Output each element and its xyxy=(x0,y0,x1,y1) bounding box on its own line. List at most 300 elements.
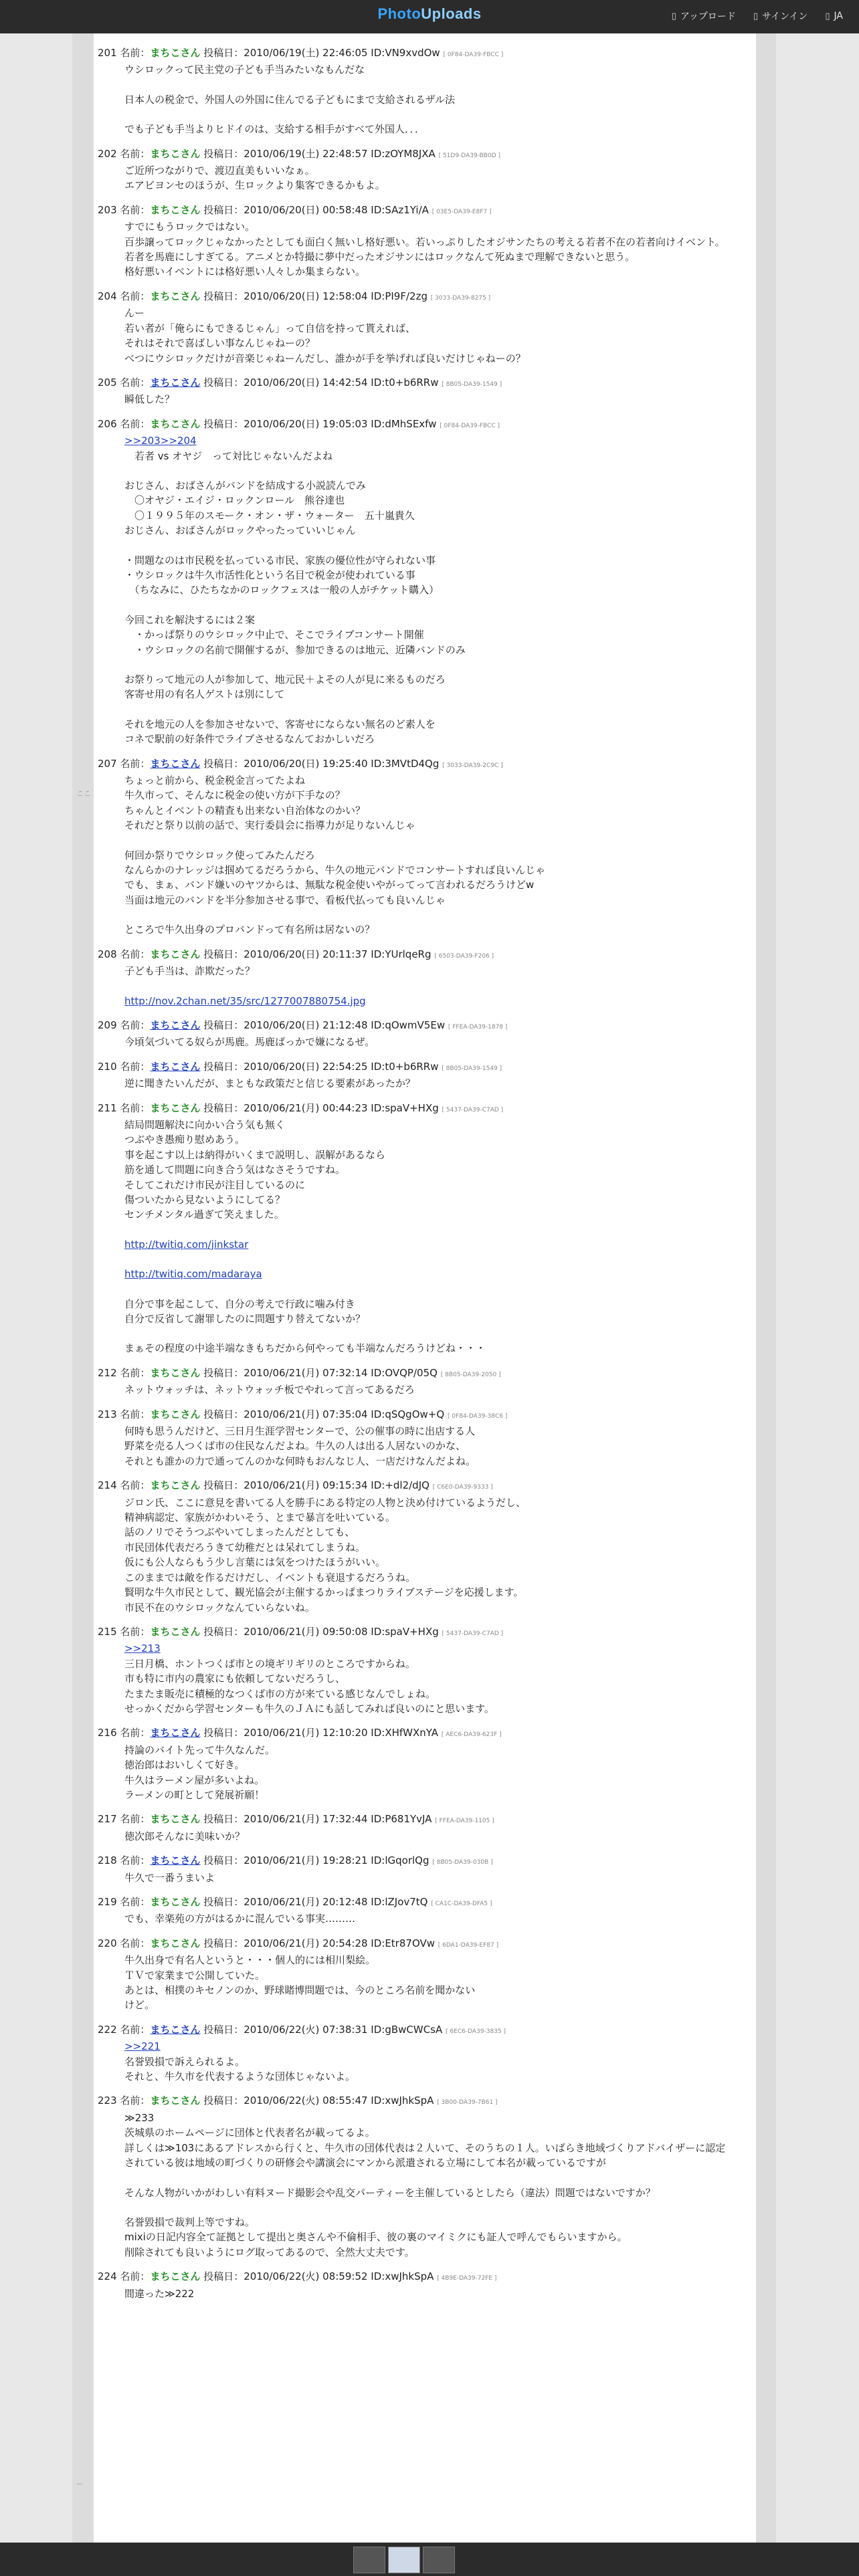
post-number: 209 xyxy=(98,1018,117,1031)
page-thumbnail[interactable] xyxy=(353,2547,385,2573)
post-line: 〇１９９５年のスモーク・オン・ザ・ウォーター 五十嵐貴久 xyxy=(124,509,415,522)
post-hash: [ CA1C-DA39-DFA5 ] xyxy=(431,1901,492,1907)
post-line: ちゃんとイベントの精査も出来ない自治体なのかい？ xyxy=(124,804,366,817)
post-line: 話のノリでそうつぶやいてしまったんだとしても、 xyxy=(124,1526,355,1539)
post-number: 216 xyxy=(98,1727,117,1739)
post-header xyxy=(98,146,756,163)
signin-label: サインイン xyxy=(762,11,808,22)
upload-link[interactable] xyxy=(672,9,736,23)
post-header xyxy=(98,1895,756,1911)
upload-icon: ▯ xyxy=(671,11,676,21)
language-selector[interactable] xyxy=(825,9,843,23)
poster-name: まちこさん xyxy=(150,1479,201,1492)
post-number: 210 xyxy=(98,1060,117,1073)
post-line: 何時も思うんだけど、三日月生涯学習センターで、公の催事の時に出店する人 xyxy=(124,1425,476,1438)
post-body xyxy=(98,2286,756,2301)
post-line: あとは、相撲のキセノンのか、野球賭博問題では、今のところ名前を聞かない xyxy=(124,1984,476,1997)
post-hash: [ C6E0-DA39-9333 ] xyxy=(432,1484,493,1491)
post-number: 207 xyxy=(98,757,117,770)
post-body xyxy=(98,433,756,747)
blank-line xyxy=(124,2171,756,2185)
post-number: 206 xyxy=(98,417,117,430)
post-body xyxy=(98,2111,756,2260)
post-line: 今回これを解決するには２案 xyxy=(124,613,256,626)
post-body xyxy=(98,1641,756,1716)
post-name-label: 名前： xyxy=(120,203,151,216)
post-line: 日本人の税金で、外国人の外国に住んでる子どもにまで支給されるザル法 xyxy=(124,93,455,106)
post-number: 211 xyxy=(98,1101,117,1114)
post-header xyxy=(98,375,756,392)
post xyxy=(98,2022,756,2084)
post-line: されている彼は地域の町づくりの研修会や講演会にマンから派遣される立場にして本名が載っているですが xyxy=(124,2157,606,2169)
post xyxy=(98,146,756,193)
post-name-label: 名前： xyxy=(120,1479,151,1492)
post-line: 市民団体代表だろうきて幼稚だとは呆れてしまうね。 xyxy=(124,1541,366,1553)
post-line: 茨城県のホームページに団体と代表者名が載ってるよ。 xyxy=(124,2127,375,2139)
post-body xyxy=(98,1829,756,1844)
post-header xyxy=(98,289,756,306)
post xyxy=(98,2269,756,2301)
post-line: それだと祭り以前の話で、実行委員会に指導力が足りないんじゃ xyxy=(124,819,415,832)
post-link[interactable]: http://twitiq.com/jinkstar xyxy=(124,1238,249,1251)
post-body xyxy=(98,1870,756,1885)
blank-line xyxy=(124,2200,756,2215)
post-name-label: 名前： xyxy=(120,1018,151,1031)
blank-line xyxy=(124,1222,756,1237)
post-link-line xyxy=(124,1237,756,1252)
post-line: ＴＶで家業まで公開していた。 xyxy=(124,1969,266,1981)
post-line: 自分で反省して謝罪したのに問題すり替えてないか？ xyxy=(124,1313,366,1325)
post xyxy=(98,756,756,938)
post-line: ・かっぱ祭りのウシロック中止で、そこでライブコンサート開催 xyxy=(124,629,424,641)
post-line: ウシロックって民主党の子ども手当みたいなもんだな xyxy=(124,64,365,76)
post-header xyxy=(98,45,756,62)
post-link[interactable]: http://twitiq.com/madaraya xyxy=(124,1268,262,1281)
post-name-label: 名前： xyxy=(120,290,151,302)
post-number: 204 xyxy=(98,290,117,302)
post-line: 名誉毀損で裁判上等ですね。 xyxy=(124,2216,256,2228)
post-number: 222 xyxy=(98,2023,117,2036)
poster-name: まちこさん xyxy=(150,203,201,216)
upload-label: アップロード xyxy=(680,11,736,22)
post xyxy=(98,1936,756,2013)
post xyxy=(98,375,756,407)
post-number: 223 xyxy=(98,2095,117,2107)
post-body xyxy=(98,1953,756,2013)
signin-link[interactable] xyxy=(753,9,807,23)
page-thumbnail-current[interactable] xyxy=(388,2547,420,2573)
post-header xyxy=(98,1624,756,1641)
post-name-label: 名前： xyxy=(120,1060,151,1073)
post-body xyxy=(98,2039,756,2084)
post-line: それはそれで喜ばしい事なんじゃねーの？ xyxy=(124,337,316,350)
post-header xyxy=(98,2093,756,2110)
post-name-label: 名前： xyxy=(120,1937,151,1949)
post-line: ジロン氏、ここに意見を書いてる人を勝手にある特定の人物と決め付けているようだし、 xyxy=(124,1496,527,1509)
post-line: 事を起こす以上は納得がいくまで説明し、誤解があるなら xyxy=(124,1148,386,1161)
blank-line xyxy=(124,598,756,613)
post-line: ところで牛久出身のプロバンドって有名所は居ないの？ xyxy=(124,924,375,936)
post-header xyxy=(98,756,756,773)
post-link-line xyxy=(124,994,756,1008)
post-hash: [ 6503-DA39-F206 ] xyxy=(434,952,494,960)
post-line: ネットウォッチは、ネットウォッチ板でやれって言ってあるだろ xyxy=(124,1384,415,1396)
post-date-id: 投稿日：2010/06/20(日) 19:05:03 ID:dMhSExfw xyxy=(203,417,437,430)
post-date-id: 投稿日：2010/06/21(月) 19:28:21 ID:lGqorlQg xyxy=(203,1854,430,1867)
post-header xyxy=(98,1101,756,1117)
post-date-id: 投稿日：2010/06/21(月) 09:50:08 ID:spaV+HXg xyxy=(203,1625,439,1638)
post-header xyxy=(98,1018,756,1035)
poster-name[interactable]: まちこさん xyxy=(150,1060,201,1073)
post-line: ≫233 xyxy=(124,2111,155,2124)
post-name-label: 名前： xyxy=(120,1813,151,1826)
post-line: ・ウシロックは牛久市活性化という名目で税金が使われている事 xyxy=(124,568,415,581)
post xyxy=(98,203,756,280)
post-header xyxy=(98,1725,756,1742)
blank-line xyxy=(124,907,756,922)
post-hash: [ 51D9-DA39-BB0D ] xyxy=(438,152,500,159)
post-hash: [ 3B00-DA39-7B61 ] xyxy=(437,2099,498,2107)
post xyxy=(98,2093,756,2260)
post-link[interactable]: >>221 xyxy=(124,2040,161,2053)
post-hash: [ 0F84-DA39-38C6 ] xyxy=(447,1412,508,1420)
post-line: mixiの日記内容全て証拠として提出と奥さんや不倫相手、彼の裏のマイミクにも証人で呼んでもらいますから。 xyxy=(124,2231,628,2244)
post xyxy=(98,417,756,747)
bottom-bar xyxy=(0,2543,859,2576)
language-icon: ▯ xyxy=(825,11,830,21)
post xyxy=(98,1059,756,1091)
poster-name: まちこさん xyxy=(150,290,201,302)
post-line: 牛久出身で有名人というと・・・個人的には相川梨絵。 xyxy=(124,1954,376,1967)
post-line: 逆に聞きたいんだが、まともな政策だと信じる要素があったか？ xyxy=(124,1077,415,1090)
post-header xyxy=(98,1812,756,1828)
post-body xyxy=(98,62,756,136)
post-body xyxy=(98,964,756,1008)
post-line: ご近所つながりで、渡辺直美もいいなぁ。 xyxy=(124,165,315,177)
post-number: 202 xyxy=(98,147,117,160)
post-line: 徳次郎そんなに美味いか？ xyxy=(124,1830,246,1842)
poster-name[interactable]: まちこさん xyxy=(150,1727,201,1739)
poster-name: まちこさん xyxy=(150,1625,201,1638)
post-date-id: 投稿日：2010/06/20(日) 14:42:54 ID:t0+b6RRw xyxy=(203,376,439,389)
poster-name: まちこさん xyxy=(150,1408,201,1420)
poster-name: まちこさん xyxy=(150,2095,201,2107)
post-line: 筋を通して問題に向き合う気はなさそうですね。 xyxy=(124,1164,346,1176)
post xyxy=(98,1725,756,1802)
top-bar xyxy=(0,0,859,33)
post-number: 219 xyxy=(98,1896,117,1908)
poster-name[interactable]: まちこさん xyxy=(150,1018,201,1031)
poster-name[interactable]: まちこさん xyxy=(150,376,201,389)
thread-page xyxy=(94,33,756,2543)
post xyxy=(98,45,756,137)
rail-marker: ー xyxy=(76,2480,84,2488)
post-date-id: 投稿日：2010/06/22(火) 07:38:31 ID:gBwCWCsA xyxy=(203,2023,443,2036)
post-header xyxy=(98,2022,756,2039)
post-header xyxy=(98,417,756,433)
post-line: でも、幸楽苑の方がはるかに混んでいる事実……… xyxy=(124,1913,356,1925)
blank-line xyxy=(124,463,756,478)
post-line: 名誉毀損で訴えられるよ。 xyxy=(124,2055,246,2068)
post-link-line xyxy=(124,2039,756,2054)
post-header xyxy=(98,1936,756,1953)
post-date-id: 投稿日：2010/06/20(日) 19:25:40 ID:3MVtD4Qg xyxy=(203,757,440,770)
post-name-label: 名前： xyxy=(120,1625,151,1638)
post-date-id: 投稿日：2010/06/21(月) 20:54:28 ID:Etr87OVw xyxy=(203,1937,436,1949)
post xyxy=(98,1018,756,1050)
post-line: （ちなみに、ひたちなかのロックフェスは一般の人がチケット購入） xyxy=(124,584,440,597)
post-name-label: 名前： xyxy=(120,147,151,160)
blank-line xyxy=(124,107,756,122)
post-line: 詳しくは≫103にあるアドレスから行くと、牛久市の団体代表は２人いて、そのうちの１人。いばらき地域づくりアドバイザーに認定 xyxy=(124,2141,726,2154)
poster-name: まちこさん xyxy=(150,948,201,960)
post-link[interactable]: http://nov.2chan.net/35/src/1277007880754.jpg xyxy=(124,994,366,1007)
post-line: 間違った≫222 xyxy=(124,2287,195,2300)
post-name-label: 名前： xyxy=(120,376,151,389)
blank-line xyxy=(124,1326,756,1341)
post-line: けど。 xyxy=(124,1999,155,2012)
post xyxy=(98,1853,756,1885)
post-line: 客寄せ用の有名人ゲストは別にして xyxy=(124,688,285,701)
post-hash: [ 8B05-DA39-1549 ] xyxy=(442,1065,502,1072)
post-line: 削除されても良いようにログ取ってあるので、全然大丈夫です。 xyxy=(124,2246,415,2258)
post-line: おじさん、おばさんがバンドを結成する小説読んでみ xyxy=(124,479,366,492)
post-header xyxy=(98,203,756,219)
post-line: そんな人物がいかがわしい有料ヌード撮影会や乱交パーティーを主催しているとしたら（違法）問題ではないですか？ xyxy=(124,2186,656,2199)
post-hash: [ FFEA-DA39-1105 ] xyxy=(435,1818,494,1825)
poster-name: まちこさん xyxy=(150,1366,201,1379)
post-hash: [ 8B05-DA39-1549 ] xyxy=(442,381,502,388)
post xyxy=(98,289,756,366)
post-line: そしてこれだけ市民が注目しているのに xyxy=(124,1178,306,1191)
post-line: 賢明な牛久市民として、観光協会が主催するかっぱまつりライブステージを応援します。 xyxy=(124,1586,524,1599)
post-number: 220 xyxy=(98,1937,117,1949)
post-date-id: 投稿日：2010/06/20(日) 00:58:48 ID:SAz1Yi/A xyxy=(203,203,429,216)
post-hash: [ AEC6-DA39-623F ] xyxy=(441,1731,502,1739)
post-line: それと、牛久市を代表するような団体じゃないよ。 xyxy=(124,2070,356,2083)
post-body xyxy=(98,219,756,280)
post-header xyxy=(98,1478,756,1495)
post-link[interactable]: >>203>>204 xyxy=(124,435,197,447)
post-line: まぁその程度の中途半端なきもちだから何やっても半端なんだろうけどね・・・ xyxy=(124,1342,486,1355)
post-line: ちょっと前から、税金税金言ってたよね xyxy=(124,774,306,787)
post-date-id: 投稿日：2010/06/21(月) 17:32:44 ID:P681YvJA xyxy=(203,1813,432,1826)
post-line: なんらかのナレッジは掴めてるだろうから、牛久の地元バンドでコンサートすれば良いんじゃ xyxy=(124,864,546,877)
blank-line xyxy=(124,979,756,994)
post xyxy=(98,1366,756,1398)
page-thumbnail[interactable] xyxy=(423,2547,455,2573)
post-line: コネで駅前の好条件でライブさせるなんておかしいだろ xyxy=(124,733,375,746)
post-number: 203 xyxy=(98,203,117,216)
post-name-label: 名前： xyxy=(120,2023,151,2036)
post-header xyxy=(98,1407,756,1424)
post-body xyxy=(98,1495,756,1615)
post-body xyxy=(98,1035,756,1049)
post-hash: [ 3033-DA39-2C9C ] xyxy=(442,762,503,769)
post-line: 三日月橋、ホントつくば市との境ギリギリのところですからね。 xyxy=(124,1657,415,1670)
post-name-label: 名前： xyxy=(120,2270,151,2283)
post-hash: [ 03E5-DA39-E8F7 ] xyxy=(432,208,492,215)
post-line: ・ウシロックの名前で開催するが、参加できるのは地元、近隣バンドのみ xyxy=(124,643,466,656)
logo-text-sub: Uploads xyxy=(421,5,482,22)
right-rail xyxy=(756,33,776,2543)
post-number: 215 xyxy=(98,1625,117,1638)
post-line: 結局問題解決に向かい合う気も無く xyxy=(124,1118,286,1131)
blank-line xyxy=(124,702,756,717)
post-name-label: 名前： xyxy=(120,1408,151,1420)
post-date-id: 投稿日：2010/06/21(月) 09:15:34 ID:+dl2/dJQ xyxy=(203,1479,430,1492)
poster-name: まちこさん xyxy=(150,417,201,430)
post-line: センチメンタル過ぎて笑えました。 xyxy=(124,1208,284,1221)
left-rail xyxy=(72,33,94,2543)
post-line: 当面は地元のバンドを半分参加させる事で、看板代払っても良いんじゃ xyxy=(124,893,446,906)
post-name-label: 名前： xyxy=(120,1727,151,1739)
poster-name: まちこさん xyxy=(150,1101,201,1114)
blank-line xyxy=(124,657,756,672)
post-line: おじさん、おばさんがロックやったっていいじゃん xyxy=(124,524,356,537)
post-body xyxy=(98,773,756,938)
poster-name: まちこさん xyxy=(150,47,201,59)
post-date-id: 投稿日：2010/06/21(月) 00:44:23 ID:spaV+HXg xyxy=(203,1101,439,1114)
post-line: それとも誰かの力で通ってんのかな何時もおんなじ人、一店だけなんだよね。 xyxy=(124,1455,476,1467)
post-line: でも、まぁ、バンド嫌いのヤツからは、無駄な税金使いやがってって言われるだろうけどw xyxy=(124,879,535,891)
post-name-label: 名前： xyxy=(120,47,151,59)
post xyxy=(98,1478,756,1615)
post-body xyxy=(98,392,756,407)
post-line: 格好悪いイベントには格好悪い人々しか集まらない。 xyxy=(124,265,366,278)
post-body xyxy=(98,1076,756,1091)
post-date-id: 投稿日：2010/06/21(月) 20:12:48 ID:lZJov7tQ xyxy=(203,1896,428,1908)
post xyxy=(98,1407,756,1469)
post-link-line xyxy=(124,433,756,448)
post xyxy=(98,1812,756,1844)
post-line: 野菜を売る人つくば市の住民なんだよね。牛久の人は出る人居ないのかな、 xyxy=(124,1440,466,1453)
post-line: 牛久で一番うまいよ xyxy=(124,1871,215,1884)
post-name-label: 名前： xyxy=(120,948,151,960)
post-date-id: 投稿日：2010/06/21(月) 07:35:04 ID:qSQgOw+Q xyxy=(203,1408,445,1420)
post-number: 224 xyxy=(98,2270,117,2283)
blank-line xyxy=(124,1252,756,1267)
poster-name: まちこさん xyxy=(150,1813,201,1826)
post xyxy=(98,1624,756,1716)
post-header xyxy=(98,1059,756,1076)
language-label: JA xyxy=(834,11,843,21)
post-number: 201 xyxy=(98,47,117,59)
post-line: 仮にも公人ならもう少し言葉には気をつけたほうがいい。 xyxy=(124,1556,386,1569)
blank-line xyxy=(124,538,756,553)
post-name-label: 名前： xyxy=(120,2095,151,2107)
post-line: お祭りって地元の人が参加して、地元民＋よその人が見に来るものだろ xyxy=(124,673,446,685)
post-line: 若者 vs オヤジ って対比じゃないんだよね xyxy=(124,449,333,462)
post-body xyxy=(98,306,756,366)
post-name-label: 名前： xyxy=(120,417,151,430)
post-hash: [ FFEA-DA39-1878 ] xyxy=(448,1023,508,1031)
post-hash: [ 5437-DA39-C7AD ] xyxy=(442,1630,504,1637)
post-line: 瞬低した？ xyxy=(124,393,175,406)
post-line: せっかくだから学習センターも牛久のＪＡにも話してみれば良いのにと思います。 xyxy=(124,1702,494,1715)
post-date-id: 投稿日：2010/06/20(日) 20:11:37 ID:YUrlqeRg xyxy=(203,948,432,960)
post-name-label: 名前： xyxy=(120,1896,151,1908)
poster-name[interactable]: まちこさん xyxy=(150,1854,201,1867)
post-name-label: 名前： xyxy=(120,1854,151,1867)
post-line: んー xyxy=(124,307,145,320)
post-link-line xyxy=(124,1641,756,1656)
post-line: 何回か祭りでウシロック使ってみたんだろ xyxy=(124,849,315,861)
post-header xyxy=(98,1853,756,1870)
post xyxy=(98,1895,756,1927)
post-date-id: 投稿日：2010/06/22(火) 08:59:52 ID:xwJhkSpA xyxy=(203,2270,434,2283)
post-date-id: 投稿日：2010/06/22(火) 08:55:47 ID:xwJhkSpA xyxy=(203,2095,434,2107)
post-name-label: 名前： xyxy=(120,1101,151,1114)
post-date-id: 投稿日：2010/06/19(土) 22:46:05 ID:VN9xvdOw xyxy=(203,47,440,59)
post-body xyxy=(98,1424,756,1469)
post-line: すでにもうロックではない。 xyxy=(124,221,256,233)
post-line: 傷ついたから見ないようにしてる？ xyxy=(124,1193,286,1206)
poster-name: まちこさん xyxy=(150,147,201,160)
post-line: エアビヨンセのほうが、生ロックより集客できるかもよ。 xyxy=(124,179,385,192)
blank-line xyxy=(124,78,756,92)
post-line: 自分で事を起こして、自分の考えで行政に噛み付き xyxy=(124,1297,355,1310)
post-date-id: 投稿日：2010/06/20(日) 21:12:48 ID:qOwmV5Ew xyxy=(203,1018,446,1031)
post-number: 218 xyxy=(98,1854,117,1867)
user-icon: ▯ xyxy=(753,11,759,21)
post-hash: [ 4B9E-DA39-72FE ] xyxy=(437,2275,497,2282)
post xyxy=(98,1101,756,1356)
post-line: 今頃気づいてる奴らが馬鹿。馬鹿ばっかで嫌になるぜ。 xyxy=(124,1036,375,1049)
post-number: 205 xyxy=(98,376,117,389)
rail-marker: ここ xyxy=(76,789,91,798)
post-body xyxy=(98,1743,756,1803)
post-number: 208 xyxy=(98,948,117,960)
post-line: 子ども手当は、詐欺だった？ xyxy=(124,965,256,978)
post-number: 217 xyxy=(98,1813,117,1826)
poster-name: まちこさん xyxy=(150,1937,201,1949)
post-hash: [ 0F84-DA39-FBCC ] xyxy=(440,422,500,429)
thread xyxy=(94,33,756,2301)
post-link[interactable]: >>213 xyxy=(124,1642,161,1655)
post-date-id: 投稿日：2010/06/20(日) 12:58:04 ID:PI9F/2zg xyxy=(203,290,427,302)
poster-name: まちこさん xyxy=(150,1896,201,1908)
right-margin xyxy=(776,33,859,2543)
post-date-id: 投稿日：2010/06/21(月) 12:10:20 ID:XHfWXnYA xyxy=(203,1727,439,1739)
post-line: それを地元の人を参加させないで、客寄せにならない無名のど素人を xyxy=(124,718,436,730)
post-number: 214 xyxy=(98,1479,117,1492)
post-hash: [ 0F84-DA39-FBCC ] xyxy=(443,51,504,58)
post-line: 徳治郎はおいしくて好き。 xyxy=(124,1759,245,1772)
post-hash: [ 5437-DA39-C7AD ] xyxy=(442,1106,504,1113)
page-thumbnails xyxy=(353,2547,455,2573)
post-link-line xyxy=(124,1267,756,1281)
poster-name[interactable]: まちこさん xyxy=(150,2023,201,2036)
poster-name[interactable]: まちこさん xyxy=(150,757,201,770)
post-header xyxy=(98,1366,756,1382)
post-line: 牛久はラーメン屋が多いよね。 xyxy=(124,1774,265,1786)
blank-line xyxy=(124,1282,756,1297)
post-line: 若者を馬鹿にしすぎてる。アニメとか特撮に夢中だったオジサンにはロックなんて死ぬまで理解できないと思う。 xyxy=(124,251,636,263)
post-hash: [ 6EC6-DA39-3835 ] xyxy=(446,2028,506,2035)
post xyxy=(98,947,756,1008)
post-date-id: 投稿日：2010/06/20(日) 22:54:25 ID:t0+b6RRw xyxy=(203,1060,439,1073)
post-line: でも子ども手当よりヒドイのは、支給する相手がすべて外国人．．． xyxy=(124,123,425,136)
post-line: 精神病認定、家族がかわいそう、とまで暴言を吐いている。 xyxy=(124,1511,396,1524)
post-body xyxy=(98,1117,756,1356)
post-line: 百歩譲ってロックじゃなかったとしても面白く無いし格好悪い。若いっぷりしたオジサンたちの考える若者不在の若者向けイベント。 xyxy=(124,235,725,248)
post-name-label: 名前： xyxy=(120,757,151,770)
post-hash: [ 8B05-DA39-2050 ] xyxy=(440,1371,501,1378)
post-line: ・問題なのは市民税を払っている市民、家族の優位性が守られない事 xyxy=(124,554,436,566)
post-line: 市も特に市内の農家にも依頼してないだろうし、 xyxy=(124,1673,346,1685)
post-line: 市民不在のウシロックなんていらないね。 xyxy=(124,1601,315,1614)
